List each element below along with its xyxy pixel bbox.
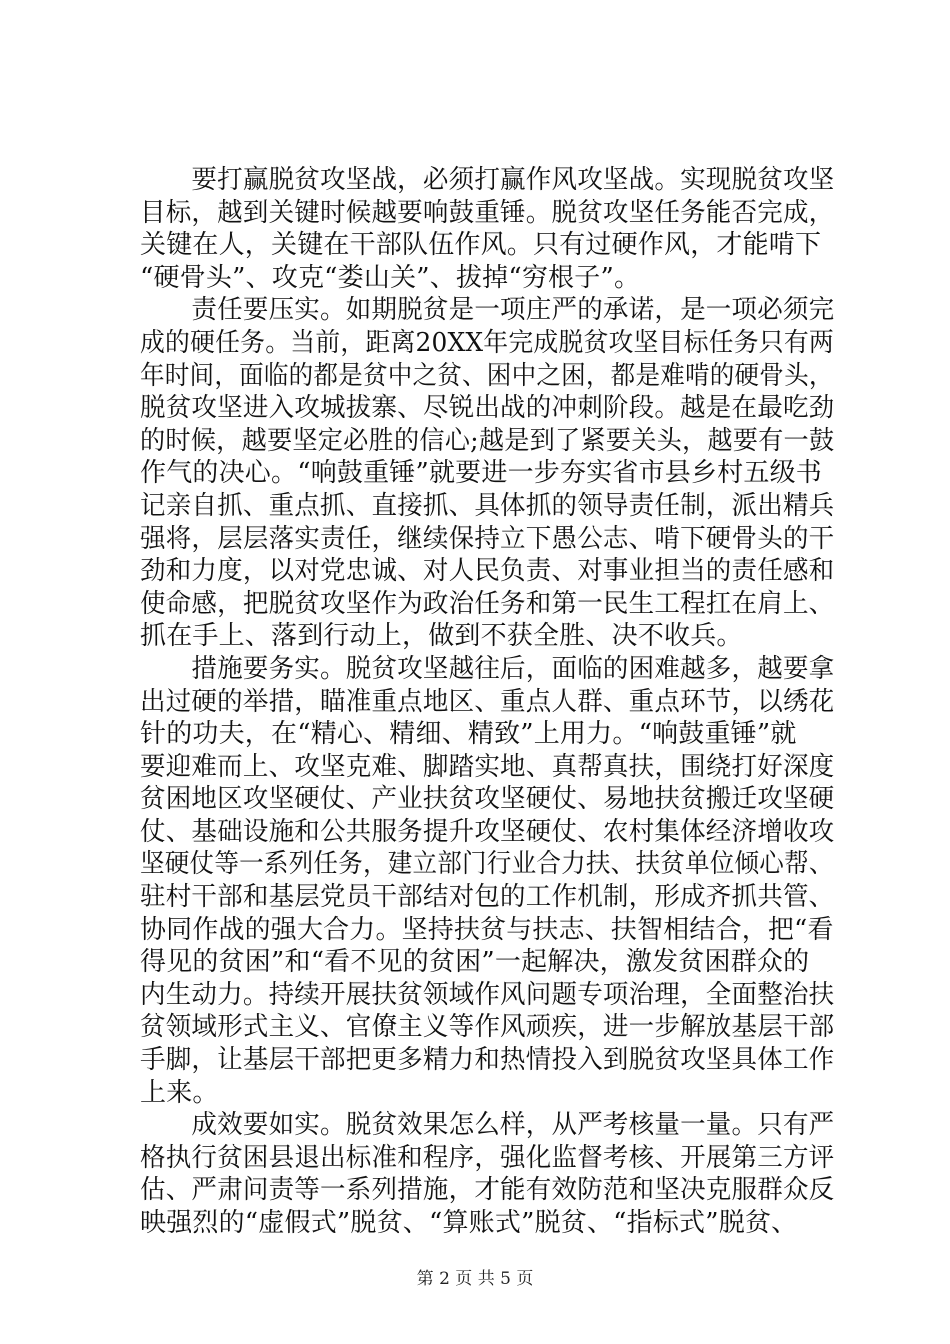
- text-line: 抓在手上、落到行动上，做到不获全胜、决不收兵。: [140, 621, 743, 652]
- text-line: 针的功夫，在“精心、精细、精致”上用力。“响鼓重锤”就: [140, 719, 797, 750]
- text-line: “硬骨头”、攻克“娄山关”、拔掉“穷根子”。: [140, 262, 641, 293]
- text-line: 贫领域形式主义、官僚主义等作风顽疾，进一步解放基层干部: [140, 1012, 835, 1043]
- text-line: 目标，越到关键时候越要响鼓重锤。脱贫攻坚任务能否完成，: [140, 197, 835, 228]
- text-line: 要迎难而上、攻坚克难、脚踏实地、真帮真扶，围绕打好深度: [140, 751, 835, 782]
- text-line: 年时间，面临的都是贫中之贫、困中之困，都是难啃的硬骨头，: [140, 360, 834, 391]
- text-line: 措施要务实。脱贫攻坚越往后，面临的困难越多，越要拿: [140, 653, 835, 684]
- text-line: 贫困地区攻坚硬仗、产业扶贫攻坚硬仗、易地扶贫搬迁攻坚硬: [140, 784, 835, 815]
- text-line: 使命感，把脱贫攻坚作为政治任务和第一民生工程扛在肩上、: [140, 588, 835, 619]
- page-footer: 第 2 页 共 5 页: [416, 1269, 534, 1289]
- text-line: 内生动力。持续开展扶贫领域作风问题专项治理，全面整治扶: [140, 979, 835, 1010]
- text-line: 的时候，越要坚定必胜的信心;越是到了紧要关头，越要有一鼓: [140, 425, 835, 456]
- text-line: 得见的贫困”和“看不见的贫困”一起解决，激发贫困群众的: [140, 947, 810, 978]
- text-line: 要打赢脱贫攻坚战，必须打赢作风攻坚战。实现脱贫攻坚: [140, 165, 835, 195]
- text-line: 仗、基础设施和公共服务提升攻坚硬仗、农村集体经济增收攻: [140, 816, 835, 847]
- text-line: 记亲自抓、重点抓、直接抓、具体抓的领导责任制，派出精兵: [140, 490, 835, 521]
- text-line: 映强烈的“虚假式”脱贫、“算账式”脱贫、“指标式”脱贫、: [140, 1208, 798, 1238]
- text-line: 坚硬仗等一系列任务，建立部门行业合力扶、扶贫单位倾心帮、: [140, 849, 834, 880]
- text-line: 驻村干部和基层党员干部结对包的工作机制，形成齐抓共管、: [140, 882, 835, 913]
- text-line: 格执行贫困县退出标准和程序，强化监督考核、开展第三方评: [140, 1142, 835, 1173]
- text-line: 关键在人，关键在干部队伍作风。只有过硬作风，才能啃下: [140, 230, 822, 261]
- text-line: 成的硬任务。当前，距离20XX年完成脱贫攻坚目标任务只有两: [140, 327, 834, 358]
- text-line: 劲和力度，以对党忠诚、对人民负责、对事业担当的责任感和: [140, 556, 835, 587]
- text-line: 责任要压实。如期脱贫是一项庄严的承诺，是一项必须完: [140, 295, 835, 326]
- text-line: 上来。: [140, 1077, 219, 1108]
- text-line: 估、严肃问责等一系列措施，才能有效防范和坚决克服群众反: [140, 1175, 835, 1206]
- text-line: 手脚，让基层干部把更多精力和热情投入到脱贫攻坚具体工作: [140, 1045, 835, 1076]
- text-line: 协同作战的强大合力。坚持扶贫与扶志、扶智相结合，把“看: [140, 914, 834, 945]
- text-line: 成效要如实。脱贫效果怎么样，从严考核量一量。只有严: [140, 1110, 835, 1141]
- text-line: 脱贫攻坚进入攻城拔寨、尽锐出战的冲刺阶段。越是在最吃劲: [140, 393, 835, 424]
- text-line: 强将，层层落实责任，继续保持立下愚公志、啃下硬骨头的干: [140, 523, 835, 554]
- text-line: 出过硬的举措，瞄准重点地区、重点人群、重点环节，以绣花: [140, 686, 835, 717]
- body-text: [140, 164, 834, 1240]
- text-line: 作气的决心。“响鼓重锤”就要进一步夯实省市县乡村五级书: [140, 458, 822, 489]
